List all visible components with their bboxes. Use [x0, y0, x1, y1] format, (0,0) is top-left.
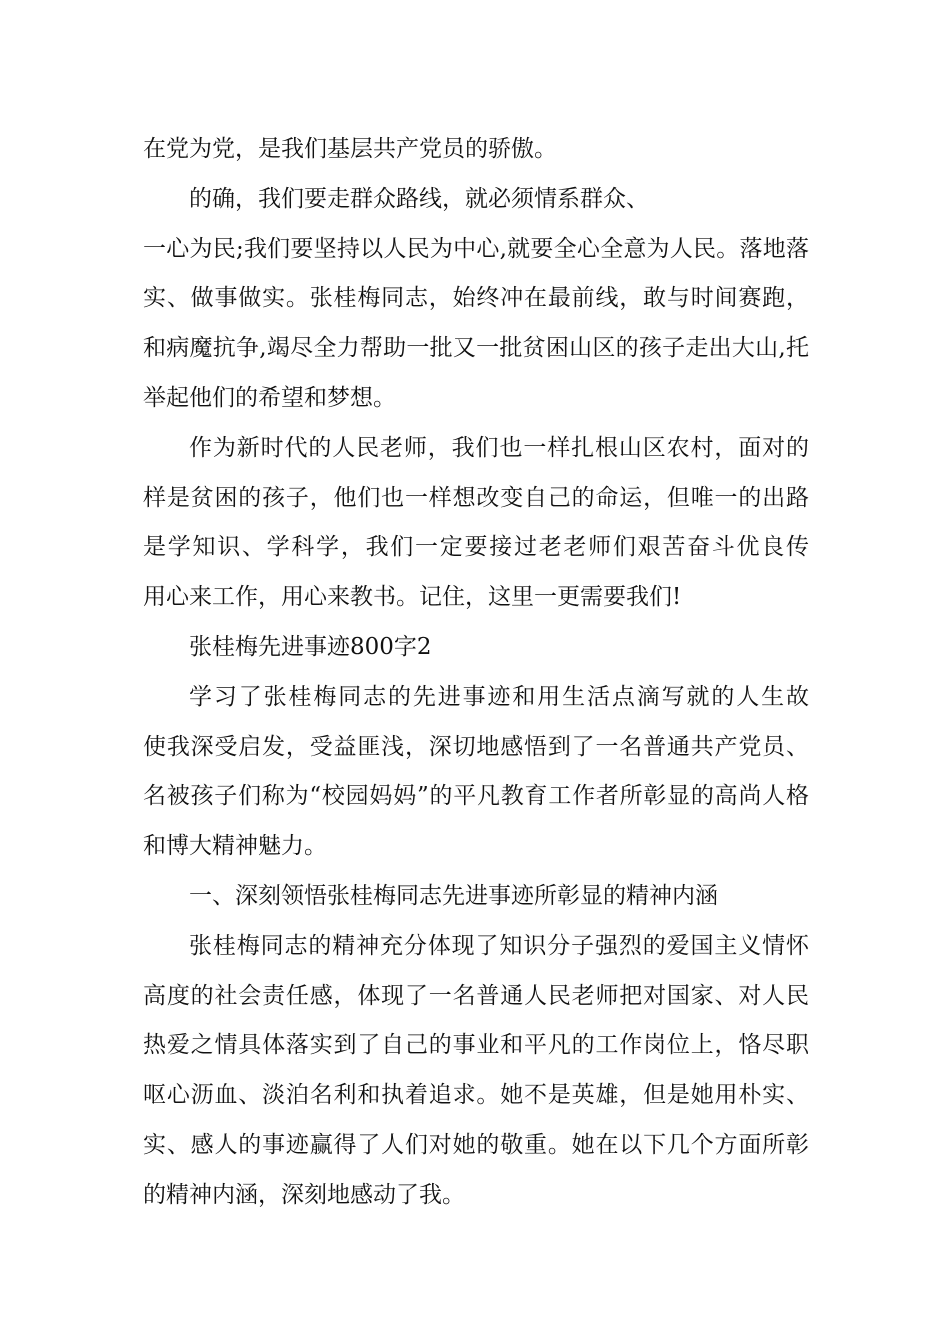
text-line: 的确，我们要走群众路线，就必须情系群众、 [189, 185, 649, 212]
text-line: 一、深刻领悟张桂梅同志先进事迹所彰显的精神内涵 [189, 882, 718, 909]
text-line: 呕心沥血、淡泊名利和执着追求。她不是英雄，但是她用朴实、 [143, 1082, 809, 1109]
text-line: 学习了张桂梅同志的先进事迹和用生活点滴写就的人生故 [189, 683, 809, 710]
text-line: 实、做事做实。张桂梅同志，始终冲在最前线，敢与时间赛跑， [143, 285, 809, 312]
text-line: 和病魔抗争,竭尽全力帮助一批又一批贫困山区的孩子走出大山,托 [143, 335, 809, 362]
text-line: 在党为党，是我们基层共产党员的骄傲。 [143, 136, 557, 162]
text-line: 的精神内涵，深刻地感动了我。 [143, 1181, 465, 1208]
text-line: 张桂梅先进事迹800字2 [189, 633, 432, 660]
text-line: 使我深受启发，受益匪浅，深切地感悟到了一名普通共产党员、 [143, 733, 809, 760]
document-page [143, 125, 809, 1221]
text-line: 用心来工作，用心来教书。记住，这里一更需要我们! [143, 584, 682, 611]
text-line: 举起他们的希望和梦想。 [143, 384, 396, 411]
text-line: 是学知识、学科学，我们一定要接过老老师们艰苦奋斗优良传 [143, 534, 809, 561]
text-line: 张桂梅同志的精神充分体现了知识分子强烈的爱国主义情怀 [189, 932, 809, 959]
text-line: 一心为民;我们要坚持以人民为中心,就要全心全意为人民。落地落 [143, 235, 809, 262]
text-line: 高度的社会责任感，体现了一名普通人民老师把对国家、对人民 [143, 982, 809, 1009]
text-line: 和博大精神魅力。 [143, 833, 327, 860]
text-line: 作为新时代的人民老师，我们也一样扎根山区农村，面对的 [189, 434, 809, 461]
text-line: 名被孩子们称为“校园妈妈”的平凡教育工作者所彰显的高尚人格 [143, 783, 809, 810]
text-line: 样是贫困的孩子，他们也一样想改变自己的命运，但唯一的出路 [143, 484, 809, 511]
text-line: 热爱之情具体落实到了自己的事业和平凡的工作岗位上，恪尽职 [143, 1032, 809, 1059]
text-line: 实、感人的事迹赢得了人们对她的敬重。她在以下几个方面所彰 [143, 1131, 809, 1158]
